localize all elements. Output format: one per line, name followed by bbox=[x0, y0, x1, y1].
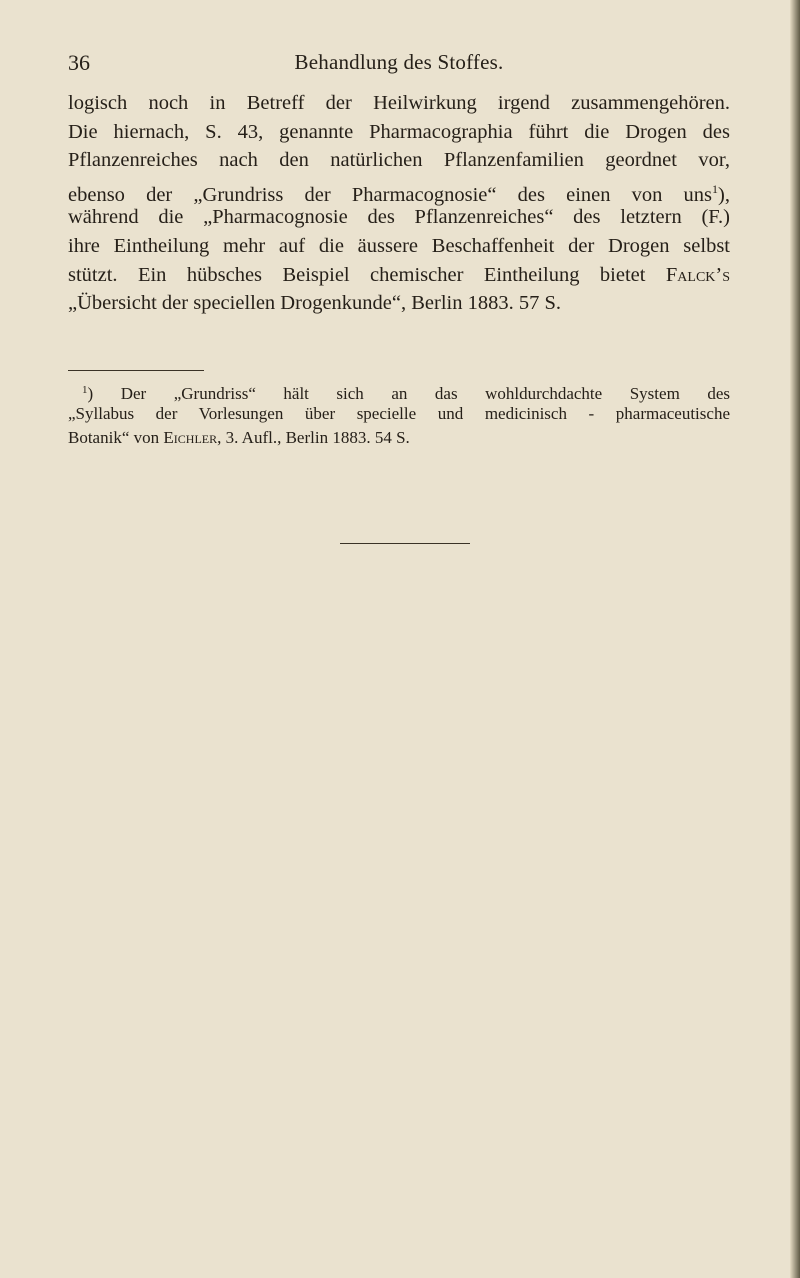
footnote-line: „Syllabus der Vorlesungen über specielle und medicinisch - pharmaceutische bbox=[68, 404, 730, 423]
text-line: „Übersicht der speciellen Drogenkunde“, Berlin 1883. 57 S. bbox=[68, 292, 562, 315]
footnote-marker: 1 bbox=[82, 384, 88, 396]
text-segment: Botanik“ von bbox=[68, 428, 160, 447]
text-segment: , 3. Aufl., Berlin 1883. 54 S. bbox=[217, 428, 410, 447]
text-line: ihre Eintheilung mehr auf die äussere Beschaffenheit der Drogen selbst bbox=[68, 234, 730, 257]
text-segment: stützt. Ein hübsches Beispiel chemischer Eintheilung bietet bbox=[68, 263, 646, 286]
text-segment: ) Der „Grundriss“ hält sich an das wohldurchdachte System des bbox=[87, 384, 730, 403]
author-name: Falck’s bbox=[665, 263, 731, 286]
footnote-line bbox=[68, 426, 730, 450]
text-line: Die hiernach, S. 43, genannte Pharmacographia führt die Drogen des bbox=[68, 120, 730, 143]
page-header bbox=[68, 50, 730, 80]
footnote-rule bbox=[68, 370, 204, 371]
footnote-line bbox=[68, 378, 730, 402]
text-line bbox=[68, 175, 730, 204]
author-name: Eichler bbox=[163, 428, 218, 447]
page-number: 36 bbox=[68, 50, 90, 75]
text-line: während die „Pharmacognosie des Pflanzenreiches“ des letztern (F.) bbox=[68, 206, 730, 229]
footnote-reference: 1 bbox=[712, 181, 719, 196]
text-segment: ), bbox=[718, 183, 730, 206]
body-paragraph bbox=[68, 89, 730, 318]
text-line: Pflanzenreiches nach den natürlichen Pflanzenfamilien geordnet vor, bbox=[68, 149, 730, 172]
page-edge-shadow bbox=[790, 0, 800, 1278]
footnote bbox=[68, 378, 730, 450]
running-title: Behandlung des Stoffes. bbox=[294, 50, 504, 74]
end-rule bbox=[340, 543, 470, 544]
text-segment: ebenso der „Grundriss der Pharmacognosie“ des einen von uns bbox=[68, 183, 713, 206]
text-line: logisch noch in Betreff der Heilwirkung irgend zusammengehören. bbox=[68, 92, 730, 114]
text-line bbox=[68, 261, 730, 290]
